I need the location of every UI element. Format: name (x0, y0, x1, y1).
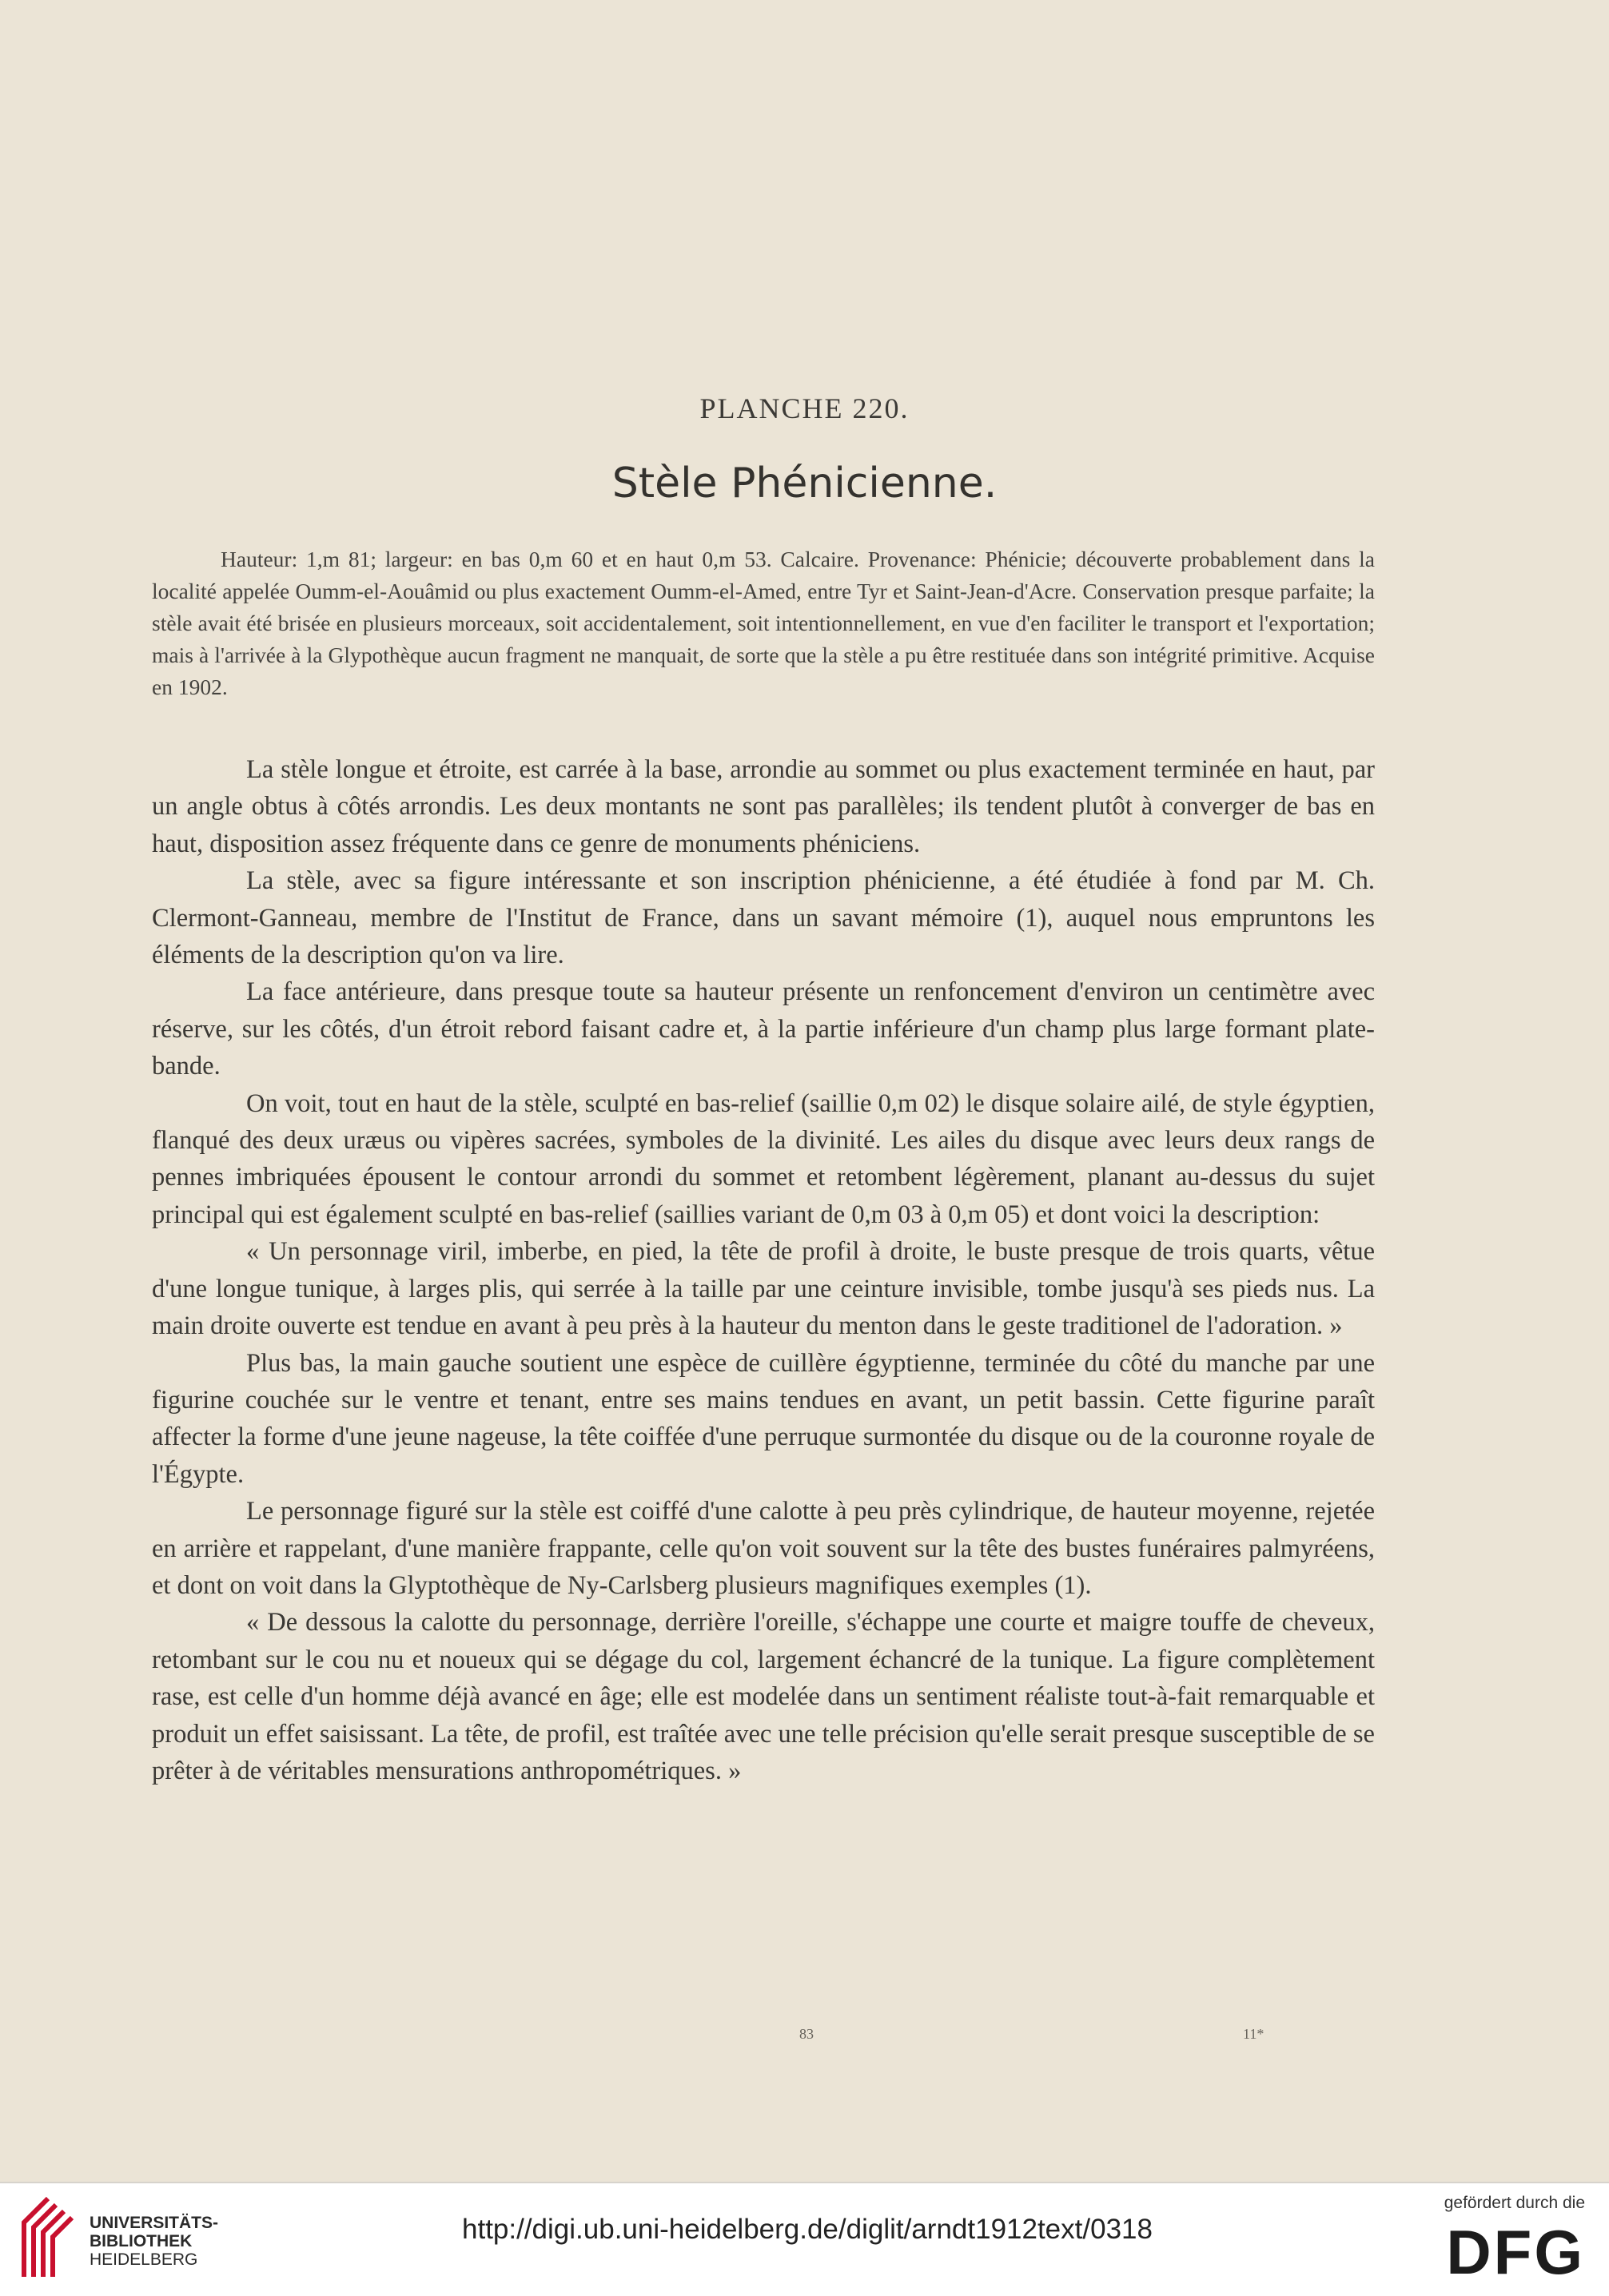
paragraph-7: Le personnage figuré sur la stèle est coiffé d'une calotte à peu près cylindrique, de hauteur moyenne, rejetée en arrière et rappelant, d'une manière frappante, celle qu'on voit souvent sur la tête des bustes funéraires palmyréens, et dont on voit dans la Glyptothèque de Ny-Carlsberg plusieurs magnifiques exemples (1). (152, 1497, 1375, 1600)
page-number: 83 (799, 2026, 814, 2042)
library-name[interactable] (90, 2214, 218, 2269)
body-text (152, 751, 1375, 1789)
permalink-url[interactable]: http://digi.ub.uni-heidelberg.de/diglit/arndt1912text/0318 (462, 2214, 1153, 2245)
paragraph-5: « Un personnage viril, imberbe, en pied, la tête de profil à droite, le buste presque de trois quarts, vêtue d'une longue tunique, à larges plis, qui serrée à la taille par une ceinture invisible, tombe jusqu'à ses pieds nus. La main droite ouverte est tendue en avant à peu près à la hauteur du menton dans le geste traditionel de l'adoration. » (152, 1237, 1375, 1341)
signature-mark: 11* (1243, 2026, 1264, 2042)
library-name-line-3: HEIDELBERG (90, 2250, 198, 2269)
dfg-logo[interactable]: DFG (1446, 2217, 1585, 2287)
paragraph-6: Plus bas, la main gauche soutient une espèce de cuillère égyptienne, terminée du côté du manche par une figurine couchée sur le ventre et tenant, entre ses mains tendues en avant, un petit bassin. Cette figurine paraît affecter la forme d'une jeune nageuse, la tête coiffée d'une perruque surmontée du disque ou de la couronne royale de l'Égypte. (152, 1348, 1375, 1489)
library-logo-icon[interactable] (18, 2194, 80, 2282)
paragraph-2: La stèle, avec sa figure intéressante et son inscription phénicienne, a été étudiée à fond par M. Ch. Clermont-Ganneau, membre de l'Institut de France, dans un savant mémoire (1), auquel nous empruntons les éléments de la description qu'on va lire. (152, 866, 1375, 970)
library-name-line-2: BIBLIOTHEK (90, 2232, 193, 2250)
plate-number: PLANCHE 220. (699, 392, 910, 424)
library-name-line-1: UNIVERSITÄTS- (90, 2214, 219, 2232)
sponsor-label: gefördert durch die (1444, 2194, 1585, 2212)
intro-paragraph: Hauteur: 1,m 81; largeur: en bas 0,m 60 et en haut 0,m 53. Calcaire. Provenance: Phénicie; découverte probablement dans la localité appelée Oumm-el-Aouâmid ou plus exactement Oumm-el-Amed, entre Tyr et Saint-Jean-d'Acre. Conservation presque parfaite; la stèle avait été brisée en plusieurs morceaux, soit accidentalement, soit intentionnellement, en vue d'en faciliter le transport et l'exportation; mais à l'arrivée à la Glypothèque aucun fragment ne manquait, de sorte que la stèle a pu être restituée dans son intégrité primitive. Acquise en 1902. (152, 547, 1375, 699)
paragraph-3: La face antérieure, dans presque toute sa hauteur présente un renfoncement d'environ un centimètre avec réserve, sur les côtés, d'un étroit rebord faisant cadre et, à la partie inférieure d'un champ plus large formant plate-bande. (152, 977, 1375, 1081)
paragraph-8: « De dessous la calotte du personnage, derrière l'oreille, s'échappe une courte et maigre touffe de cheveux, retombant sur le cou nu et noueux qui se dégage du col, largement échancré de la tunique. La figure complètement rase, est celle d'un homme déjà avancé en âge; elle est modelée dans un sentiment réaliste tout-à-fait remarquable et produit un effet saisissant. La tête, de profil, est traîtée avec une telle précision qu'elle serait presque susceptible de se prêter à de véritables mensurations anthropométriques. » (152, 1608, 1375, 1785)
page-title: Stèle Phénicienne. (611, 460, 998, 507)
paragraph-4: On voit, tout en haut de la stèle, sculpté en bas-relief (saillie 0,m 02) le disque solaire ailé, de style égyptien, flanqué des deux uræus ou vipères sacrées, symboles de la divinité. Les ailes du disque avec leurs deux rangs de pennes imbriquées épousent le contour arrondi du sommet et retombent légèrement, planant au-dessus du sujet principal qui est également sculpté en bas-relief (saillies variant de 0,m 03 à 0,m 05) et dont voici la description: (152, 1088, 1375, 1229)
paragraph-1: La stèle longue et étroite, est carrée à la base, arrondie au sommet ou plus exactement terminée en haut, par un angle obtus à côtés arrondis. Les deux montants ne sont pas parallèles; ils tendent plutôt à converger de bas en haut, disposition assez fréquente dans ce genre de monuments phéniciens. (152, 755, 1375, 858)
